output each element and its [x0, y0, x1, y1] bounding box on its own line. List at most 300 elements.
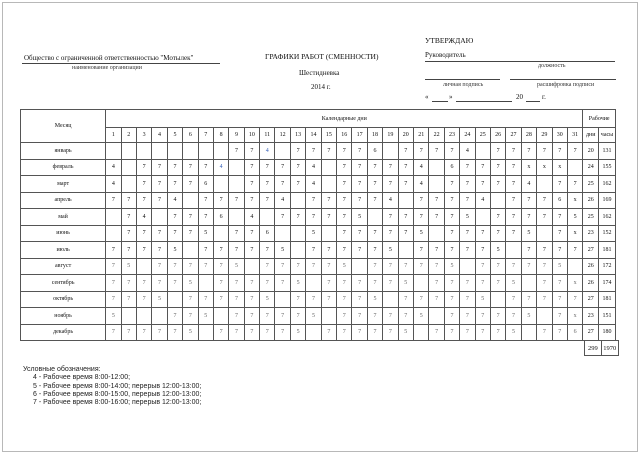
shift-cell[interactable]: 7 — [121, 275, 136, 292]
shift-cell[interactable]: x — [567, 192, 582, 209]
shift-cell[interactable] — [306, 275, 321, 292]
shift-cell[interactable]: 7 — [290, 159, 305, 176]
shift-cell[interactable]: 7 — [490, 159, 505, 176]
shift-cell[interactable] — [121, 143, 136, 160]
shift-cell[interactable] — [321, 225, 336, 242]
shift-cell[interactable]: 7 — [475, 159, 490, 176]
shift-cell[interactable]: 7 — [429, 143, 444, 160]
shift-cell[interactable] — [213, 176, 228, 193]
shift-cell[interactable]: 5 — [506, 324, 521, 341]
shift-cell[interactable]: 7 — [444, 225, 459, 242]
shift-cell[interactable]: 4 — [383, 192, 398, 209]
shift-cell[interactable]: 7 — [429, 209, 444, 226]
shift-cell[interactable]: x — [567, 225, 582, 242]
shift-cell[interactable] — [521, 275, 536, 292]
shift-cell[interactable]: 7 — [475, 176, 490, 193]
shift-cell[interactable]: 7 — [398, 225, 413, 242]
shift-cell[interactable]: 5 — [290, 324, 305, 341]
shift-cell[interactable]: 7 — [337, 209, 352, 226]
shift-cell[interactable]: 7 — [321, 324, 336, 341]
shift-cell[interactable]: x — [567, 308, 582, 325]
shift-cell[interactable]: 7 — [352, 192, 367, 209]
shift-cell[interactable]: 7 — [383, 225, 398, 242]
shift-cell[interactable]: 7 — [490, 308, 505, 325]
shift-cell[interactable]: 7 — [383, 209, 398, 226]
shift-cell[interactable]: 7 — [475, 258, 490, 275]
shift-cell[interactable]: 7 — [275, 176, 290, 193]
shift-cell[interactable]: 7 — [152, 324, 167, 341]
shift-cell[interactable]: 7 — [537, 258, 552, 275]
shift-cell[interactable]: 7 — [152, 258, 167, 275]
shift-cell[interactable]: 7 — [460, 225, 475, 242]
shift-cell[interactable]: 4 — [244, 209, 259, 226]
shift-cell[interactable]: 7 — [490, 209, 505, 226]
shift-cell[interactable]: 7 — [552, 225, 567, 242]
shift-cell[interactable] — [229, 159, 244, 176]
shift-cell[interactable]: 4 — [306, 159, 321, 176]
shift-cell[interactable]: 7 — [490, 143, 505, 160]
shift-cell[interactable]: 5 — [183, 324, 198, 341]
shift-cell[interactable]: 7 — [229, 192, 244, 209]
shift-cell[interactable] — [398, 242, 413, 259]
shift-cell[interactable] — [136, 143, 151, 160]
shift-cell[interactable]: 7 — [183, 225, 198, 242]
shift-cell[interactable]: 5 — [167, 242, 182, 259]
shift-cell[interactable]: 7 — [136, 242, 151, 259]
shift-cell[interactable]: 7 — [198, 209, 213, 226]
shift-cell[interactable]: 7 — [290, 176, 305, 193]
shift-cell[interactable]: 7 — [106, 258, 121, 275]
shift-cell[interactable]: 4 — [275, 192, 290, 209]
shift-cell[interactable]: 4 — [306, 176, 321, 193]
shift-cell[interactable]: 7 — [414, 242, 429, 259]
shift-cell[interactable]: 7 — [414, 291, 429, 308]
shift-cell[interactable]: 7 — [183, 291, 198, 308]
shift-cell[interactable]: 7 — [429, 291, 444, 308]
shift-cell[interactable]: 7 — [475, 308, 490, 325]
shift-cell[interactable]: 7 — [167, 324, 182, 341]
shift-cell[interactable]: 7 — [136, 159, 151, 176]
shift-cell[interactable] — [537, 308, 552, 325]
shift-cell[interactable]: 6 — [367, 143, 382, 160]
shift-cell[interactable] — [506, 242, 521, 259]
shift-cell[interactable]: 7 — [506, 209, 521, 226]
shift-cell[interactable]: 7 — [260, 308, 275, 325]
shift-cell[interactable]: 7 — [152, 176, 167, 193]
shift-cell[interactable] — [521, 324, 536, 341]
shift-cell[interactable]: 5 — [152, 291, 167, 308]
shift-cell[interactable] — [567, 258, 582, 275]
shift-cell[interactable]: 7 — [398, 176, 413, 193]
shift-cell[interactable]: 7 — [460, 192, 475, 209]
shift-cell[interactable]: 7 — [552, 209, 567, 226]
shift-cell[interactable]: 5 — [260, 291, 275, 308]
shift-cell[interactable]: 7 — [290, 308, 305, 325]
shift-cell[interactable]: 7 — [414, 209, 429, 226]
shift-cell[interactable]: 7 — [383, 275, 398, 292]
shift-cell[interactable]: 7 — [136, 291, 151, 308]
shift-cell[interactable]: 7 — [490, 225, 505, 242]
shift-cell[interactable]: 7 — [321, 258, 336, 275]
shift-cell[interactable]: 7 — [337, 242, 352, 259]
shift-cell[interactable] — [290, 242, 305, 259]
shift-cell[interactable]: 7 — [398, 258, 413, 275]
shift-cell[interactable]: 7 — [183, 209, 198, 226]
shift-cell[interactable]: 5 — [552, 258, 567, 275]
shift-cell[interactable]: 7 — [398, 209, 413, 226]
shift-cell[interactable] — [275, 143, 290, 160]
shift-cell[interactable]: 7 — [444, 275, 459, 292]
shift-cell[interactable]: 7 — [444, 176, 459, 193]
shift-cell[interactable]: 5 — [306, 308, 321, 325]
shift-cell[interactable]: 7 — [567, 176, 582, 193]
shift-cell[interactable]: 7 — [506, 291, 521, 308]
shift-cell[interactable]: 4 — [414, 159, 429, 176]
shift-cell[interactable]: 7 — [260, 258, 275, 275]
shift-cell[interactable]: 7 — [444, 324, 459, 341]
shift-cell[interactable]: 7 — [567, 291, 582, 308]
shift-cell[interactable]: 7 — [136, 225, 151, 242]
shift-cell[interactable]: 7 — [337, 291, 352, 308]
shift-cell[interactable]: 7 — [414, 258, 429, 275]
date-year-line[interactable] — [526, 101, 540, 102]
shift-cell[interactable]: 7 — [198, 192, 213, 209]
shift-cell[interactable] — [321, 159, 336, 176]
shift-cell[interactable]: 4 — [521, 176, 536, 193]
shift-cell[interactable]: 7 — [229, 308, 244, 325]
shift-cell[interactable] — [537, 225, 552, 242]
shift-cell[interactable]: 7 — [521, 192, 536, 209]
shift-cell[interactable]: 7 — [275, 324, 290, 341]
shift-cell[interactable]: 7 — [213, 275, 228, 292]
shift-cell[interactable]: 7 — [321, 143, 336, 160]
shift-cell[interactable]: 5 — [490, 242, 505, 259]
shift-cell[interactable]: 7 — [321, 291, 336, 308]
shift-cell[interactable]: 7 — [337, 225, 352, 242]
shift-cell[interactable]: 6 — [552, 192, 567, 209]
shift-cell[interactable]: 7 — [244, 192, 259, 209]
shift-cell[interactable]: 7 — [537, 143, 552, 160]
shift-cell[interactable] — [429, 308, 444, 325]
shift-cell[interactable]: 7 — [383, 258, 398, 275]
shift-cell[interactable]: 7 — [444, 192, 459, 209]
shift-cell[interactable] — [229, 209, 244, 226]
shift-cell[interactable]: 5 — [398, 324, 413, 341]
shift-cell[interactable]: 7 — [136, 192, 151, 209]
shift-cell[interactable]: 7 — [167, 159, 182, 176]
shift-cell[interactable]: 6 — [198, 176, 213, 193]
shift-cell[interactable]: 7 — [121, 291, 136, 308]
shift-cell[interactable]: 7 — [183, 258, 198, 275]
shift-cell[interactable]: 7 — [244, 159, 259, 176]
shift-cell[interactable]: 7 — [475, 242, 490, 259]
shift-cell[interactable]: 7 — [460, 275, 475, 292]
shift-cell[interactable]: x — [552, 159, 567, 176]
shift-cell[interactable]: 7 — [429, 242, 444, 259]
shift-cell[interactable]: 7 — [460, 159, 475, 176]
shift-cell[interactable]: 7 — [352, 242, 367, 259]
shift-cell[interactable]: 7 — [552, 242, 567, 259]
shift-cell[interactable]: 7 — [383, 159, 398, 176]
shift-cell[interactable]: 7 — [198, 291, 213, 308]
shift-cell[interactable]: 7 — [429, 324, 444, 341]
shift-cell[interactable]: 7 — [198, 258, 213, 275]
shift-cell[interactable]: 7 — [260, 242, 275, 259]
shift-cell[interactable]: 7 — [260, 176, 275, 193]
shift-cell[interactable] — [429, 176, 444, 193]
shift-cell[interactable] — [352, 258, 367, 275]
shift-cell[interactable]: 7 — [290, 209, 305, 226]
shift-cell[interactable]: 7 — [352, 308, 367, 325]
shift-cell[interactable]: 5 — [414, 308, 429, 325]
shift-cell[interactable]: 7 — [152, 159, 167, 176]
shift-cell[interactable] — [213, 143, 228, 160]
shift-cell[interactable]: 5 — [521, 225, 536, 242]
shift-cell[interactable]: 7 — [306, 291, 321, 308]
shift-cell[interactable]: 7 — [275, 209, 290, 226]
shift-cell[interactable]: 7 — [260, 192, 275, 209]
shift-cell[interactable]: 4 — [475, 192, 490, 209]
shift-cell[interactable]: 7 — [352, 225, 367, 242]
shift-cell[interactable] — [121, 176, 136, 193]
shift-cell[interactable]: 7 — [337, 143, 352, 160]
shift-cell[interactable] — [398, 192, 413, 209]
shift-cell[interactable] — [183, 143, 198, 160]
shift-cell[interactable]: 7 — [198, 242, 213, 259]
shift-cell[interactable] — [367, 209, 382, 226]
shift-cell[interactable]: 7 — [275, 308, 290, 325]
shift-cell[interactable]: 5 — [475, 291, 490, 308]
shift-cell[interactable]: 7 — [244, 291, 259, 308]
shift-cell[interactable]: 7 — [552, 176, 567, 193]
shift-cell[interactable]: 7 — [367, 258, 382, 275]
shift-cell[interactable]: 7 — [429, 258, 444, 275]
shift-cell[interactable] — [383, 143, 398, 160]
shift-cell[interactable]: 7 — [290, 291, 305, 308]
shift-cell[interactable]: 7 — [537, 209, 552, 226]
shift-cell[interactable]: 7 — [552, 291, 567, 308]
shift-cell[interactable]: 6 — [260, 225, 275, 242]
shift-cell[interactable] — [136, 308, 151, 325]
shift-cell[interactable]: 5 — [398, 275, 413, 292]
shift-cell[interactable] — [567, 159, 582, 176]
shift-cell[interactable]: 7 — [521, 291, 536, 308]
shift-cell[interactable]: 7 — [383, 324, 398, 341]
shift-cell[interactable]: 7 — [367, 308, 382, 325]
shift-cell[interactable]: 7 — [506, 176, 521, 193]
shift-cell[interactable]: 7 — [337, 192, 352, 209]
shift-cell[interactable]: 7 — [367, 242, 382, 259]
shift-cell[interactable]: 5 — [306, 225, 321, 242]
shift-cell[interactable]: 4 — [136, 209, 151, 226]
shift-cell[interactable]: 7 — [506, 143, 521, 160]
shift-cell[interactable] — [106, 209, 121, 226]
shift-cell[interactable]: 7 — [383, 176, 398, 193]
shift-cell[interactable]: 7 — [521, 143, 536, 160]
shift-cell[interactable]: 7 — [306, 192, 321, 209]
shift-cell[interactable]: 4 — [260, 143, 275, 160]
shift-cell[interactable]: 7 — [506, 308, 521, 325]
shift-cell[interactable] — [414, 324, 429, 341]
shift-cell[interactable]: 7 — [460, 308, 475, 325]
shift-cell[interactable]: 7 — [321, 209, 336, 226]
shift-cell[interactable] — [429, 159, 444, 176]
shift-cell[interactable] — [213, 225, 228, 242]
shift-cell[interactable]: 7 — [352, 159, 367, 176]
shift-cell[interactable] — [121, 159, 136, 176]
shift-cell[interactable]: 4 — [106, 159, 121, 176]
shift-cell[interactable] — [198, 143, 213, 160]
shift-cell[interactable]: 7 — [152, 275, 167, 292]
shift-cell[interactable] — [321, 176, 336, 193]
shift-cell[interactable]: 7 — [183, 308, 198, 325]
shift-cell[interactable]: 5 — [506, 275, 521, 292]
shift-cell[interactable]: 7 — [121, 209, 136, 226]
shift-cell[interactable] — [414, 275, 429, 292]
shift-cell[interactable]: 7 — [429, 192, 444, 209]
shift-cell[interactable] — [475, 209, 490, 226]
shift-cell[interactable]: 7 — [490, 275, 505, 292]
shift-cell[interactable]: 7 — [106, 242, 121, 259]
shift-cell[interactable]: 7 — [306, 242, 321, 259]
shift-cell[interactable]: 7 — [552, 308, 567, 325]
shift-cell[interactable] — [537, 176, 552, 193]
shift-cell[interactable]: 7 — [475, 225, 490, 242]
shift-cell[interactable]: 7 — [167, 258, 182, 275]
shift-cell[interactable]: 7 — [383, 308, 398, 325]
shift-cell[interactable]: x — [567, 275, 582, 292]
shift-cell[interactable]: 7 — [183, 176, 198, 193]
shift-cell[interactable]: 7 — [244, 324, 259, 341]
shift-cell[interactable]: 7 — [398, 291, 413, 308]
shift-cell[interactable]: 7 — [213, 242, 228, 259]
shift-cell[interactable]: 7 — [367, 176, 382, 193]
shift-cell[interactable]: 7 — [321, 242, 336, 259]
shift-cell[interactable]: x — [521, 159, 536, 176]
shift-cell[interactable]: 7 — [260, 324, 275, 341]
shift-cell[interactable]: 7 — [198, 159, 213, 176]
shift-cell[interactable] — [152, 209, 167, 226]
shift-cell[interactable]: 7 — [537, 242, 552, 259]
shift-cell[interactable]: 7 — [321, 192, 336, 209]
shift-cell[interactable] — [229, 176, 244, 193]
shift-cell[interactable]: 5 — [183, 275, 198, 292]
shift-cell[interactable]: 7 — [244, 176, 259, 193]
shift-cell[interactable] — [136, 258, 151, 275]
shift-cell[interactable]: 7 — [136, 176, 151, 193]
shift-cell[interactable] — [167, 291, 182, 308]
shift-cell[interactable]: 7 — [167, 176, 182, 193]
shift-cell[interactable]: 5 — [275, 242, 290, 259]
shift-cell[interactable]: 7 — [260, 275, 275, 292]
shift-cell[interactable]: 7 — [229, 225, 244, 242]
shift-cell[interactable]: 7 — [213, 291, 228, 308]
shift-cell[interactable] — [383, 291, 398, 308]
shift-cell[interactable]: 7 — [337, 176, 352, 193]
shift-cell[interactable]: 7 — [460, 242, 475, 259]
shift-cell[interactable]: 5 — [383, 242, 398, 259]
shift-cell[interactable] — [290, 225, 305, 242]
shift-cell[interactable]: 7 — [552, 143, 567, 160]
shift-cell[interactable]: 7 — [552, 275, 567, 292]
shift-cell[interactable] — [475, 143, 490, 160]
shift-cell[interactable] — [152, 143, 167, 160]
shift-cell[interactable]: 7 — [106, 291, 121, 308]
shift-cell[interactable]: 7 — [121, 192, 136, 209]
shift-cell[interactable]: 7 — [367, 324, 382, 341]
shift-cell[interactable]: 6 — [567, 324, 582, 341]
shift-cell[interactable]: 7 — [552, 324, 567, 341]
shift-cell[interactable]: 7 — [367, 275, 382, 292]
shift-cell[interactable] — [213, 308, 228, 325]
shift-cell[interactable]: 5 — [567, 209, 582, 226]
shift-cell[interactable]: 7 — [567, 143, 582, 160]
shift-cell[interactable] — [321, 308, 336, 325]
shift-cell[interactable]: 4 — [414, 176, 429, 193]
shift-cell[interactable]: 7 — [167, 225, 182, 242]
shift-cell[interactable]: 7 — [290, 143, 305, 160]
shift-cell[interactable]: 4 — [213, 159, 228, 176]
shift-cell[interactable]: 7 — [106, 275, 121, 292]
shift-cell[interactable]: 7 — [537, 192, 552, 209]
shift-cell[interactable]: 5 — [337, 258, 352, 275]
shift-cell[interactable]: 5 — [521, 308, 536, 325]
shift-cell[interactable]: 7 — [414, 192, 429, 209]
shift-cell[interactable]: 5 — [198, 308, 213, 325]
shift-cell[interactable]: 7 — [460, 291, 475, 308]
shift-cell[interactable]: 7 — [521, 258, 536, 275]
shift-cell[interactable]: 7 — [460, 176, 475, 193]
shift-cell[interactable]: 7 — [306, 258, 321, 275]
shift-cell[interactable]: 7 — [398, 308, 413, 325]
shift-cell[interactable] — [152, 308, 167, 325]
shift-cell[interactable]: 7 — [398, 159, 413, 176]
shift-cell[interactable]: 7 — [136, 275, 151, 292]
shift-cell[interactable]: 7 — [152, 225, 167, 242]
shift-cell[interactable] — [460, 258, 475, 275]
shift-cell[interactable]: 7 — [537, 275, 552, 292]
shift-cell[interactable]: 7 — [475, 324, 490, 341]
shift-cell[interactable]: 7 — [352, 324, 367, 341]
shift-cell[interactable]: 7 — [152, 242, 167, 259]
shift-cell[interactable]: 7 — [429, 275, 444, 292]
shift-cell[interactable]: 7 — [352, 291, 367, 308]
shift-cell[interactable]: 7 — [106, 192, 121, 209]
shift-cell[interactable]: 5 — [367, 291, 382, 308]
shift-cell[interactable]: 7 — [167, 209, 182, 226]
shift-cell[interactable]: 7 — [521, 242, 536, 259]
shift-cell[interactable]: 7 — [490, 324, 505, 341]
shift-cell[interactable]: 7 — [167, 275, 182, 292]
shift-cell[interactable]: 7 — [167, 308, 182, 325]
shift-cell[interactable]: 7 — [229, 242, 244, 259]
shift-cell[interactable]: 7 — [244, 225, 259, 242]
shift-cell[interactable]: 5 — [352, 209, 367, 226]
shift-cell[interactable]: 4 — [167, 192, 182, 209]
shift-cell[interactable]: 7 — [352, 176, 367, 193]
shift-cell[interactable]: 7 — [121, 225, 136, 242]
shift-cell[interactable]: 7 — [213, 192, 228, 209]
shift-cell[interactable]: 7 — [521, 209, 536, 226]
shift-cell[interactable] — [198, 275, 213, 292]
shift-cell[interactable] — [183, 192, 198, 209]
shift-cell[interactable]: 4 — [460, 143, 475, 160]
shift-cell[interactable]: 7 — [506, 258, 521, 275]
shift-cell[interactable]: 7 — [537, 324, 552, 341]
shift-cell[interactable]: 7 — [121, 324, 136, 341]
shift-cell[interactable]: 7 — [460, 324, 475, 341]
shift-cell[interactable]: 7 — [229, 291, 244, 308]
